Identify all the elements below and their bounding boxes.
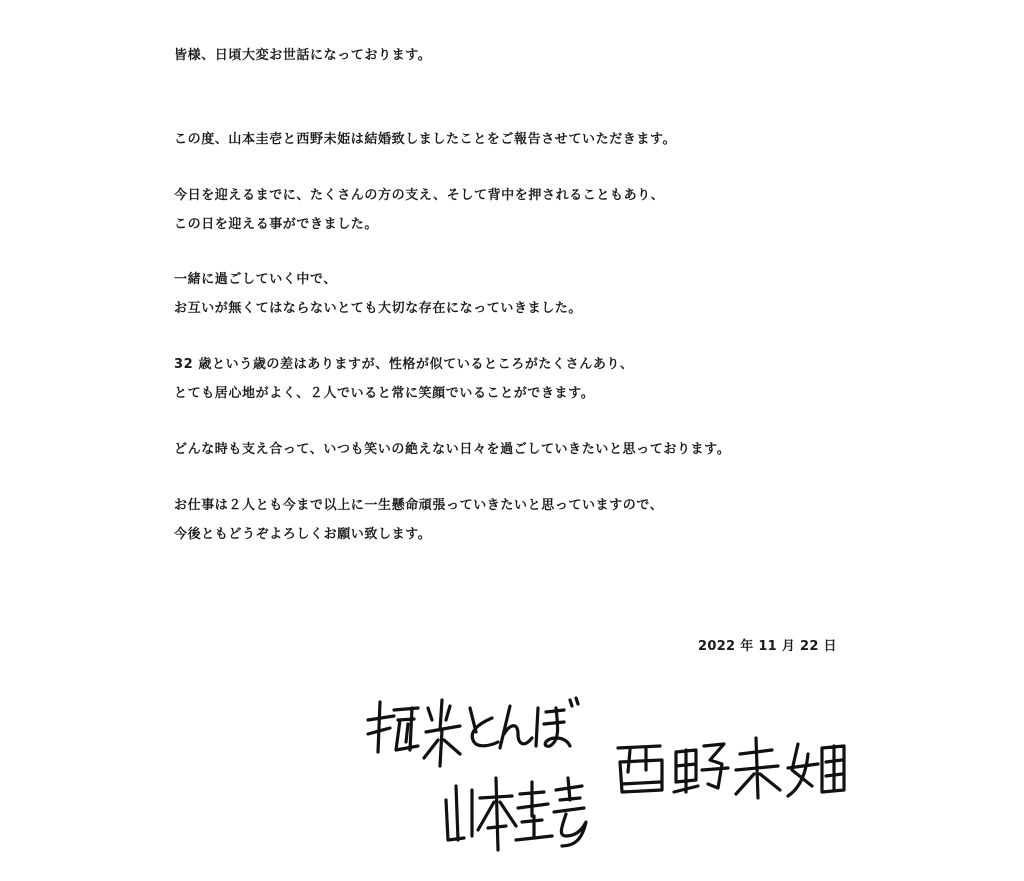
age-gap-line-2: とても居心地がよく、２人でいると常に笑顔でいることができます。 xyxy=(174,386,595,401)
support-line-1: 今日を迎えるまでに、たくさんの方の支え、そして背中を押されることもあり、 xyxy=(174,188,665,203)
handwritten-signatures xyxy=(360,690,860,865)
together-line-2: お互いが無くてはならないとても大切な存在になっていきました。 xyxy=(174,301,583,316)
letter-date: 2022 年 11 月 22 日 xyxy=(698,639,837,654)
marriage-announcement-line: この度、山本圭壱と西野未姫は結婚致しましたことをご報告させていただきます。 xyxy=(174,132,677,147)
together-line-1: 一緒に過ごしていく中で、 xyxy=(174,272,337,287)
yamamoto-signature xyxy=(368,698,586,850)
support-line-2: この日を迎える事ができました。 xyxy=(174,217,379,232)
closing-line-1: お仕事は２人とも今まで以上に一生懸命頑張っていきたいと思っていますので、 xyxy=(174,498,664,513)
nishino-signature xyxy=(618,738,844,798)
age-gap-line-1: 32 歳という歳の差はありますが、性格が似ているところがたくさんあり、 xyxy=(174,357,634,372)
closing-line-2: 今後ともどうぞよろしくお願い致します。 xyxy=(174,527,432,542)
future-line: どんな時も支え合って、いつも笑いの絶えない日々を過ごしていきたいと思っております。 xyxy=(174,442,731,457)
greeting-line: 皆様、日頃大変お世話になっております。 xyxy=(174,48,432,63)
